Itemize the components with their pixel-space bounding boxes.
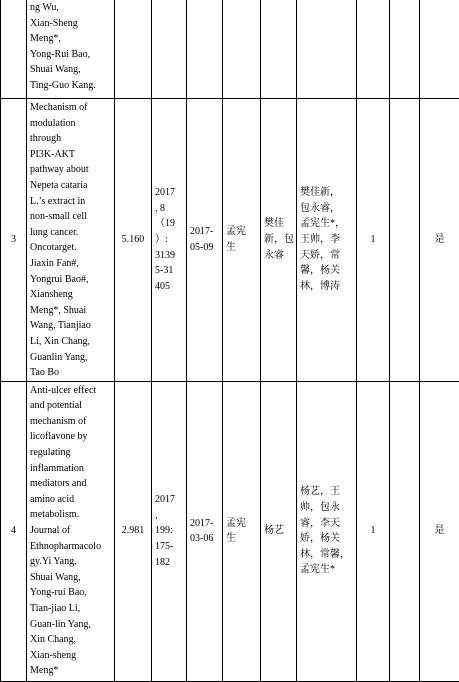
publish-date <box>187 0 223 99</box>
row-index: 3 <box>1 99 27 382</box>
volume-pages <box>152 0 187 99</box>
paper-citation-line: Journal of <box>30 523 111 539</box>
count <box>357 0 390 99</box>
publish-date-line: 2017- <box>190 224 219 240</box>
corresponding-author-line: 孟宪 <box>226 516 257 532</box>
blank-cell <box>390 0 420 99</box>
paper-citation-line: Meng*, <box>30 31 111 47</box>
paper-citation-line: Xin Chang, <box>30 632 111 648</box>
paper-citation-line: Jiaxin Fan#, <box>30 256 111 272</box>
paper-citation-line: gy.Yi Yang, <box>30 554 111 570</box>
author-list-line: 孟宪生*， <box>300 216 353 232</box>
blank-cell <box>390 99 420 382</box>
corresponding-author <box>223 99 261 382</box>
volume-pages <box>152 381 187 681</box>
table-row <box>1 381 459 681</box>
author-list-line: 包永睿， <box>300 201 353 217</box>
volume-pages-line: 199: <box>155 523 183 539</box>
publish-date <box>187 381 223 681</box>
row-index <box>1 0 27 99</box>
paper-citation-line: Tian-jiao Li, <box>30 601 111 617</box>
author-list-line: 娇，杨关 <box>300 531 353 547</box>
paper-citation-line: Ethnopharmacolo <box>30 539 111 555</box>
paper-citation-line: non-small cell <box>30 209 111 225</box>
impact-factor: 5.160 <box>115 99 152 382</box>
paper-citation-line: inflammation <box>30 461 111 477</box>
volume-pages-line: 2017 <box>155 492 183 508</box>
author-list-line: 馨，杨关 <box>300 263 353 279</box>
author-list-line: 睿，李天 <box>300 516 353 532</box>
author-list <box>297 381 357 681</box>
paper-citation-line: Nepeta cataria <box>30 178 111 194</box>
paper-citation <box>27 99 115 382</box>
paper-citation-line: Xian-Sheng <box>30 16 111 32</box>
volume-pages-line: 182 <box>155 555 183 571</box>
author-list-line: 孟宪生* <box>300 562 353 578</box>
impact-factor: 2.981 <box>115 381 152 681</box>
volume-pages <box>152 99 187 382</box>
author-list-line: 林，常馨， <box>300 547 353 563</box>
impact-factor <box>115 0 152 99</box>
paper-citation-line: mediators and <box>30 476 111 492</box>
author-list-line: 杨艺，王 <box>300 484 353 500</box>
count: 1 <box>357 381 390 681</box>
volume-pages-line: （19 <box>155 216 183 232</box>
first-author <box>261 0 297 99</box>
paper-citation-line: Ting-Guo Kang. <box>30 78 111 94</box>
paper-citation-line: Wang, Tianjiao <box>30 318 111 334</box>
paper-citation-line: Tao Bo <box>30 365 111 381</box>
paper-citation-line: mechanism of <box>30 414 111 430</box>
corresponding-author-line: 生 <box>226 531 257 547</box>
paper-citation-line: lung cancer. <box>30 225 111 241</box>
first-author <box>261 381 297 681</box>
paper-citation-line: Li, Xin Chang, <box>30 334 111 350</box>
first-author-line: 杨艺 <box>264 523 293 539</box>
paper-citation-line: Guanlin Yang, <box>30 350 111 366</box>
flag <box>420 0 459 99</box>
table-row <box>1 99 459 382</box>
paper-citation-line: amino acid <box>30 492 111 508</box>
table-row <box>1 0 459 99</box>
author-list <box>297 99 357 382</box>
corresponding-author-line: 孟宪 <box>226 224 257 240</box>
paper-citation-line: Yong-Rui Bao, <box>30 47 111 63</box>
paper-citation-line: licoflavone by <box>30 429 111 445</box>
volume-pages-line: ）: <box>155 232 183 248</box>
author-list-line: 林，博涛 <box>300 279 353 295</box>
paper-citation-line: modulation <box>30 116 111 132</box>
paper-citation-line: regulating <box>30 445 111 461</box>
paper-citation-line: L.’s extract in <box>30 194 111 210</box>
corresponding-author <box>223 0 261 99</box>
paper-citation-line: through <box>30 131 111 147</box>
paper-citation-line: and potential <box>30 398 111 414</box>
first-author-line: 樊佳 <box>264 216 293 232</box>
publish-date-line: 05-09 <box>190 240 219 256</box>
publish-date <box>187 99 223 382</box>
publish-date-line: 2017- <box>190 516 219 532</box>
row-index: 4 <box>1 381 27 681</box>
paper-citation-line: Anti-ulcer effect <box>30 383 111 399</box>
paper-citation-line: Yong-rui Bao, <box>30 585 111 601</box>
count: 1 <box>357 99 390 382</box>
blank-cell <box>390 381 420 681</box>
paper-citation-line: Guan-lin Yang, <box>30 617 111 633</box>
author-list-line: 天娇，常 <box>300 248 353 264</box>
first-author-line: 永睿 <box>264 248 293 264</box>
paper-citation-line: Oncotarget. <box>30 240 111 256</box>
volume-pages-line: , 8 <box>155 201 183 217</box>
paper-citation-line: Xiansheng <box>30 287 111 303</box>
paper-citation-line: pathway about <box>30 162 111 178</box>
volume-pages-line: 175- <box>155 539 183 555</box>
author-list-line: 帅，包永 <box>300 500 353 516</box>
paper-citation-line: Meng* <box>30 663 111 679</box>
paper-citation <box>27 0 115 99</box>
author-list-line: 王帅，李 <box>300 232 353 248</box>
volume-pages-line: 3139 <box>155 248 183 264</box>
flag: 是 <box>420 381 459 681</box>
author-list-line: 樊佳新， <box>300 185 353 201</box>
volume-pages-line: 405 <box>155 279 183 295</box>
volume-pages-line: 2017 <box>155 185 183 201</box>
publish-date-line: 03-06 <box>190 531 219 547</box>
paper-citation-line: Mechanism of <box>30 100 111 116</box>
volume-pages-line: 5-31 <box>155 263 183 279</box>
paper-citation-line: ng Wu, <box>30 0 111 16</box>
first-author-line: 新，包 <box>264 232 293 248</box>
paper-citation-line: Shuai Wang, <box>30 62 111 78</box>
paper-citation <box>27 381 115 681</box>
paper-citation-line: Meng*, Shuai <box>30 303 111 319</box>
volume-pages-line: , <box>155 508 183 524</box>
corresponding-author <box>223 381 261 681</box>
first-author <box>261 99 297 382</box>
paper-citation-line: Shuai Wang, <box>30 570 111 586</box>
paper-citation-line: Yongrui Bao#, <box>30 272 111 288</box>
paper-citation-line: metabolism. <box>30 507 111 523</box>
paper-citation-line: PI3K-AKT <box>30 147 111 163</box>
flag: 是 <box>420 99 459 382</box>
corresponding-author-line: 生 <box>226 240 257 256</box>
paper-citation-line: Xian-sheng <box>30 648 111 664</box>
author-list <box>297 0 357 99</box>
